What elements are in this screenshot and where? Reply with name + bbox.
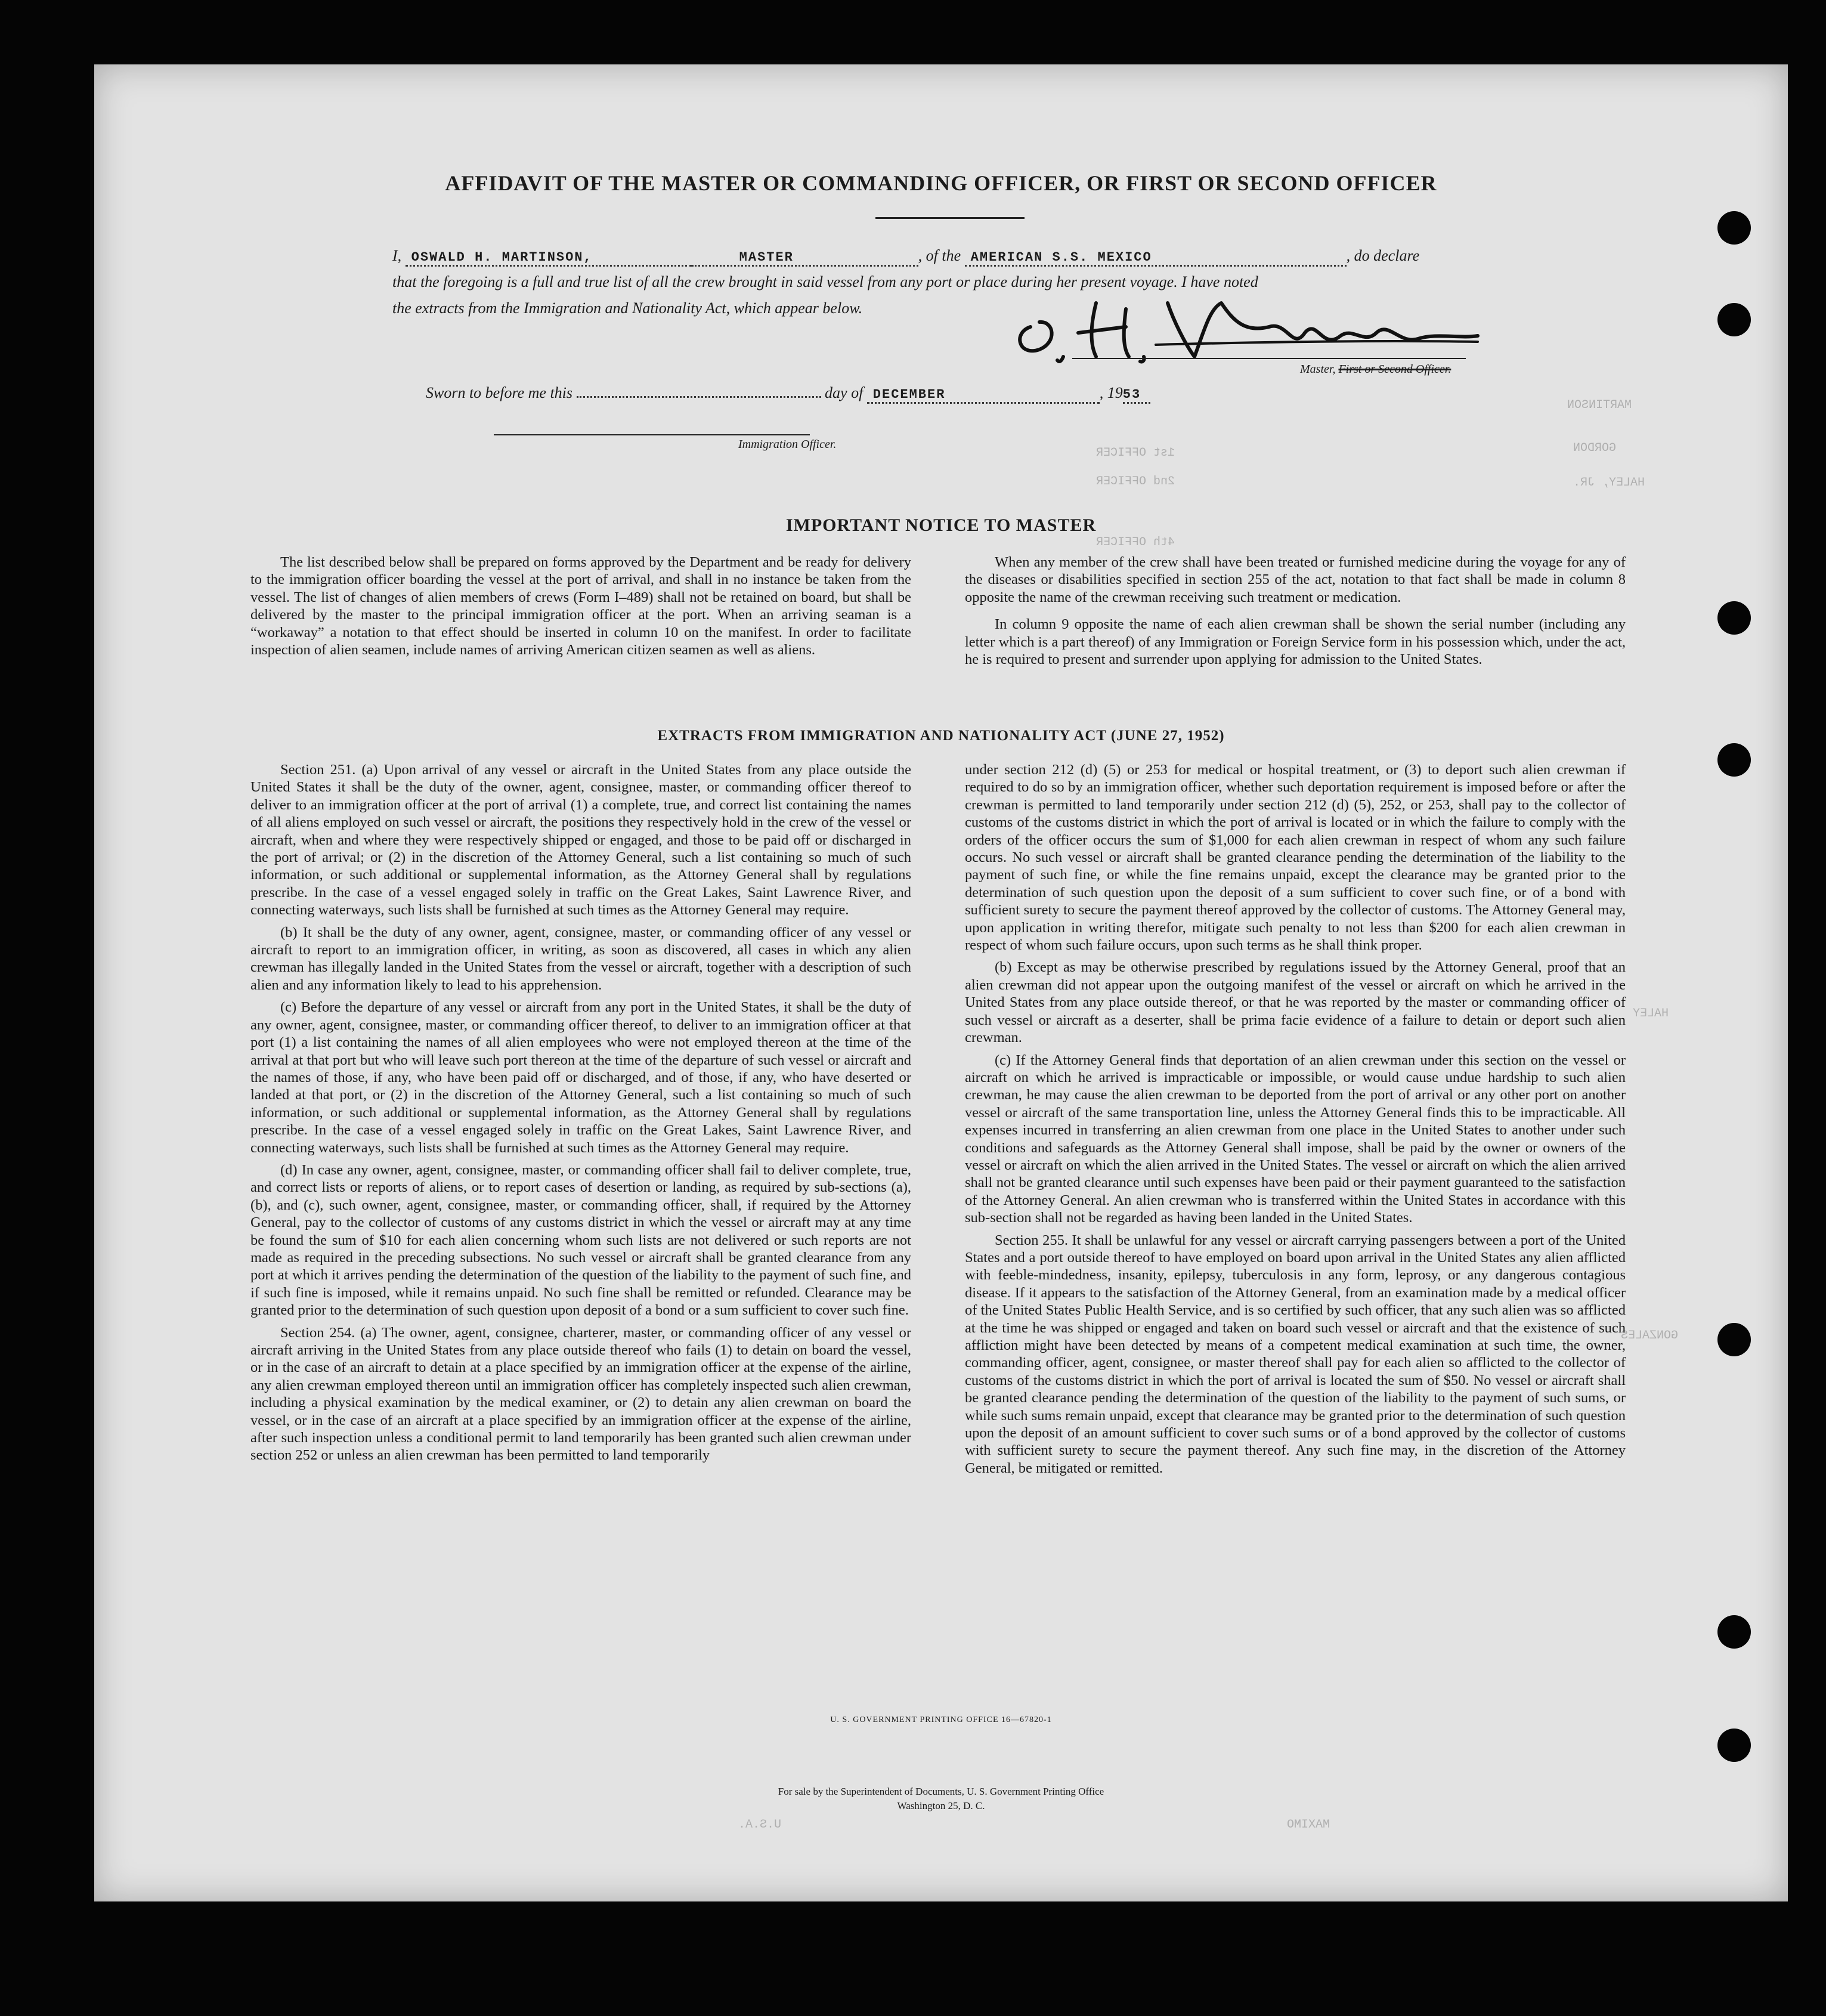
notice-left-column [250,554,911,658]
act-paragraph: Section 251. (a) Upon arrival of any vessel or aircraft in the United States from any place outside the United States it shall be the duty of the owner, agent, consignee, master, or commanding officer thereof to deliver to an immigration officer at the port of arrival (1) a complete, true, and correct list containing the names of all aliens employed on such vessel or aircraft, the positions they respectively hold in the crew of the vessel or aircraft, when and where they were respectively shipped or engaged, and those to be paid off or discharged in the port of arrival; or (2) in the discretion of the Attorney General, such a list containing so much of such information, or such additional or supplemental information, as the Attorney General shall by regulations prescribe. In the case of a vessel engaged solely in traffic on the Great Lakes, Saint Lawrence River, and connecting waterways, such lists shall be furnished at such times as the Attorney General may require. [250,762,911,919]
sworn-day-field [577,396,821,398]
struck-caption: First or Second Officer. [1338,363,1451,376]
binder-hole [1717,601,1751,635]
sworn-line [426,384,1150,404]
day-of-label: day of [825,384,864,401]
declaration-line [392,247,1419,267]
rank-field: MASTER [692,250,918,267]
binder-hole [1717,1729,1751,1762]
notice-right-column [965,554,1626,668]
master-name-field: OSWALD H. MARTINSON, [406,250,692,267]
bleed-through-text: GORDON [1573,441,1617,455]
binder-hole [1717,303,1751,336]
bleed-through-text: MARTINSON [1567,398,1632,412]
bleed-through-text: HALEY [1633,1007,1669,1021]
do-declare-label: , do declare [1346,247,1420,264]
binder-hole [1717,211,1751,245]
act-paragraph: under section 212 (d) (5) or 253 for medical or hospital treatment, or (3) to deport such alien crewman if required to do so by an immigration officer, whether such deportation requirement is imposed before or after the crewman is permitted to land temporarily under section 212 (d) (5), 252, or 253, shall pay to the collector of customs of the customs district in which the port of arrival is located or in which the failure to comply with the orders of the officer occurs the sum of $1,000 for each alien crewman in respect of whom any such failure occurs. No such vessel or aircraft shall be granted clearance pending the determination of the liability to the payment of such fine, or while the fine remains unpaid, except the clearance may be granted prior to the determination of such question upon the deposit of a sum sufficient to cover such fine, or of a bond with sufficient surety to secure the payment thereof approved by the collector of customs. The Attorney General may, upon application in writing therefor, mitigate such penalty to not less than $200 for each alien crewman in respect of whom such failure occurs, upon such terms as he shall think proper. [965,762,1626,954]
act-paragraph: (b) Except as may be otherwise prescribed by regulations issued by the Attorney General, proof that an alien crewman did not appear upon the outgoing manifest of the vessel or aircraft on which he arrived in the United States from any place outside thereof, or that he was reported by the master or commanding officer of such vessel or aircraft as a deserter, shall be prima facie evidence of a failure to detain or deport such alien crewman. [965,959,1626,1046]
bleed-through-text: 2nd OFFICER [1096,475,1175,488]
printing-office-line: U. S. GOVERNMENT PRINTING OFFICE 16—67820-1 [830,1715,1052,1724]
master-caption: Master, [1300,363,1336,376]
binder-hole [1717,1615,1751,1649]
bleed-through-text: U.S.A. [738,1818,782,1832]
bleed-through-text: 1st OFFICER [1096,446,1175,460]
sale-line-2: Washington 25, D. C. [897,1800,985,1811]
bleed-through-text: MAXIMO [1287,1818,1330,1832]
sale-line-1: For sale by the Superintendent of Documents, U. S. Government Printing Office [778,1786,1104,1797]
bleed-through-text: GONZALES [1621,1329,1679,1343]
notice-paragraph: In column 9 opposite the name of each alien crewman shall be shown the serial number (including any letter which is a part thereof) of any Immigration or Foreign Service form in his possession which, under the act, he is required to present and surrender upon applying for admission to the United States. [965,616,1626,668]
binder-hole [1717,1323,1751,1356]
immigration-officer-line [494,434,810,435]
act-paragraph: (c) Before the departure of any vessel or aircraft from any port in the United States, it shall be the duty of any owner, agent, consignee, master, or commanding officer thereof, to deliver to an immigration officer at that port (1) a list containing the names of all alien employees who were not employed thereon at the time of the arrival at that port but who will leave such port thereon at the time of the departure of such vessel or aircraft and the names of those, if any, who have been paid off or discharged, and of those, if any, who have deserted or landed at that port, or (2) in the discretion of the Attorney General, such a list containing so much of such information, or such additional or supplemental information, as the Attorney General shall by regulations prescribe. In the case of a vessel engaged solely in traffic on the Great Lakes, Saint Lawrence River, and connecting waterways, such lists shall be furnished at such times as the Attorney General may require. [250,999,911,1156]
act-paragraph: (c) If the Attorney General finds that deportation of an alien crewman under this section on the vessel or aircraft on which he arrived is impracticable or impossible, or would cause undue hardship to such alien crewman, he may cause the alien crewman to be deported from the port of arrival or any other port on another vessel or aircraft of the same transportation line, unless the Attorney General finds this to be impracticable. All expenses incurred in transferring an alien crewman from one place in the United States to another under such conditions and safeguards as the Attorney General shall impose, shall be paid by the owner or owners of the vessel or aircraft on which the alien arrived in the United States. The vessel or aircraft on which the alien arrived shall not be granted clearance until such expenses have been paid or their payment guaranteed to the satisfaction of the Attorney General. An alien crewman who is transferred within the United States in accordance with this sub-section shall not be regarded as having been landed in the United States. [965,1052,1626,1226]
notice-paragraph: When any member of the crew shall have been treated or furnished medicine during the voyage for any of the diseases or disabilities specified in section 255 of the act, notation to that fact shall be made in column 8 opposite the name of the crewman receiving such treatment or medication. [965,554,1626,605]
act-paragraph: Section 255. It shall be unlawful for any vessel or aircraft carrying passengers between a port of the United States and a port outside thereof to have employed on board upon arrival in the United States any alien afflicted with feeble-mindedness, insanity, epilepsy, tuberculosis in any form, leprosy, or any dangerous contagious disease. If it appears to the satisfaction of the Attorney General, from an examination made by a medical officer of the United States Public Health Service, and is so certified by such officer, that any such alien was so afflicted at the time he was shipped or engaged and taken on board such vessel or aircraft and that the existence of such affliction might have been detected by means of a competent medical examination at such time, the owner, commanding officer, agent, consignee, or master thereof shall pay for each alien so afflicted to the collector of customs of the customs district in which the port of arrival is located the sum of $50. No vessel or aircraft shall be granted clearance pending the determination of the question of the liability to the payment of such sums, or while such sums remain unpaid, except that clearance may be granted prior to the determination of such question upon the deposit of an amount sufficient to cover such sums or of a bond approved by the collector of customs with sufficient surety to secure the payment thereof. Any such fine may, in the discretion of the Attorney General, be mitigated or remitted. [965,1232,1626,1476]
notice-paragraph: The list described below shall be prepared on forms approved by the Department and be ready for delivery to the immigration officer boarding the vessel at the port of arrival, and shall in no instance be taken from the vessel. The list of changes of alien members of crews (Form I–489) shall not be retained on board, but shall be delivered by the master to the principal immigration officer at the port. When an arriving seaman is a “workaway” a notation to that effect should be inserted in column 10 on the manifest. In order to facilitate inspection of alien seamen, include names of arriving American citizen seamen as well as aliens. [250,554,911,658]
declaration-text-line-1: that the foregoing is a full and true list of all the crew brought in said vessel from any port or place during her present voyage. I have noted [392,273,1258,290]
sworn-label: Sworn to before me this [426,384,573,401]
act-paragraph: (b) It shall be the duty of any owner, agent, consignee, master, or commanding officer of any vessel or aircraft to report to an immigration officer, in writing, as soon as discovered, all cases in which any alien crewman has illegally landed in the United States from the vessel or aircraft, together with a description of such alien and any information likely to lead to his apprehension. [250,924,911,993]
vessel-name-field: AMERICAN S.S. MEXICO [965,250,1347,267]
bleed-through-text: HALEY, JR. [1573,476,1645,490]
extracts-left-column [250,761,911,1464]
binder-hole [1717,743,1751,777]
act-paragraph: Section 254. (a) The owner, agent, consignee, charterer, master, or commanding officer of any vessel or aircraft arriving in the United States from any place outside thereof who fails (1) to detain on board the vessel, or in the case of an aircraft to detain at a place specified by an immigration officer at the expense of the airline, any alien crewman employed thereon until an immigration officer has completely inspected such alien crewman, including a physical examination by the medical examiner, or (2) to detain any alien crewman on board the vessel, or in the case of an aircraft at a place specified by an immigration officer at the expense of the airline, after such inspection unless a conditional permit to land temporarily has been granted such alien crewman under section 252 or unless an alien crewman has been permitted to land temporarily [250,1324,911,1464]
act-paragraph: (d) In case any owner, agent, consignee, master, or commanding officer shall fail to deliver complete, true, and correct lists or reports of aliens, or to report cases of desertion or landing, as required by sub-sections (a), (b), and (c), such owner, agent, consignee, master, or commanding officer, shall, if required by the Attorney General, pay to the collector of customs of any customs district in which the vessel or aircraft may at any time be found the sum of $10 for each alien concerning whom such lists are not delivered or such reports are not made as required in the preceding subsections. No such vessel or aircraft shall be granted clearance from any port at which it arrives pending the determination of the question of the liability to the payment of such fine, and if such fine is imposed, while it remains unpaid. No such fine shall be remitted or refunded. Clearance may be granted prior to the determination of such question upon deposit of a bond or a sum sufficient to cover such fine. [250,1161,911,1319]
extracts-right-column [965,761,1626,1477]
notice-title: IMPORTANT NOTICE TO MASTER [785,515,1097,535]
affidavit-title: AFFIDAVIT OF THE MASTER OR COMMANDING OFFICER, OR FIRST OR SECOND OFFICER [445,171,1437,195]
title-underline [875,217,1025,219]
declaration-text-line-2: the extracts from the Immigration and Nationality Act, which appear below. [392,299,863,317]
master-signature [1007,285,1484,369]
sworn-year-field: 53 [1123,387,1150,404]
signature-line [1072,358,1466,359]
signature-caption [1300,363,1451,376]
of-the-label: , of the [918,247,961,264]
bleed-through-text: 4th OFFICER [1096,536,1175,549]
i-label: I, [392,247,402,264]
sworn-month-field: DECEMBER [867,387,1100,404]
document-page [94,64,1788,1901]
year-prefix-label: , 19 [1099,384,1123,401]
extracts-heading: EXTRACTS FROM IMMIGRATION AND NATIONALITY ACT (JUNE 27, 1952) [657,728,1225,744]
immigration-officer-caption: Immigration Officer. [738,438,837,451]
